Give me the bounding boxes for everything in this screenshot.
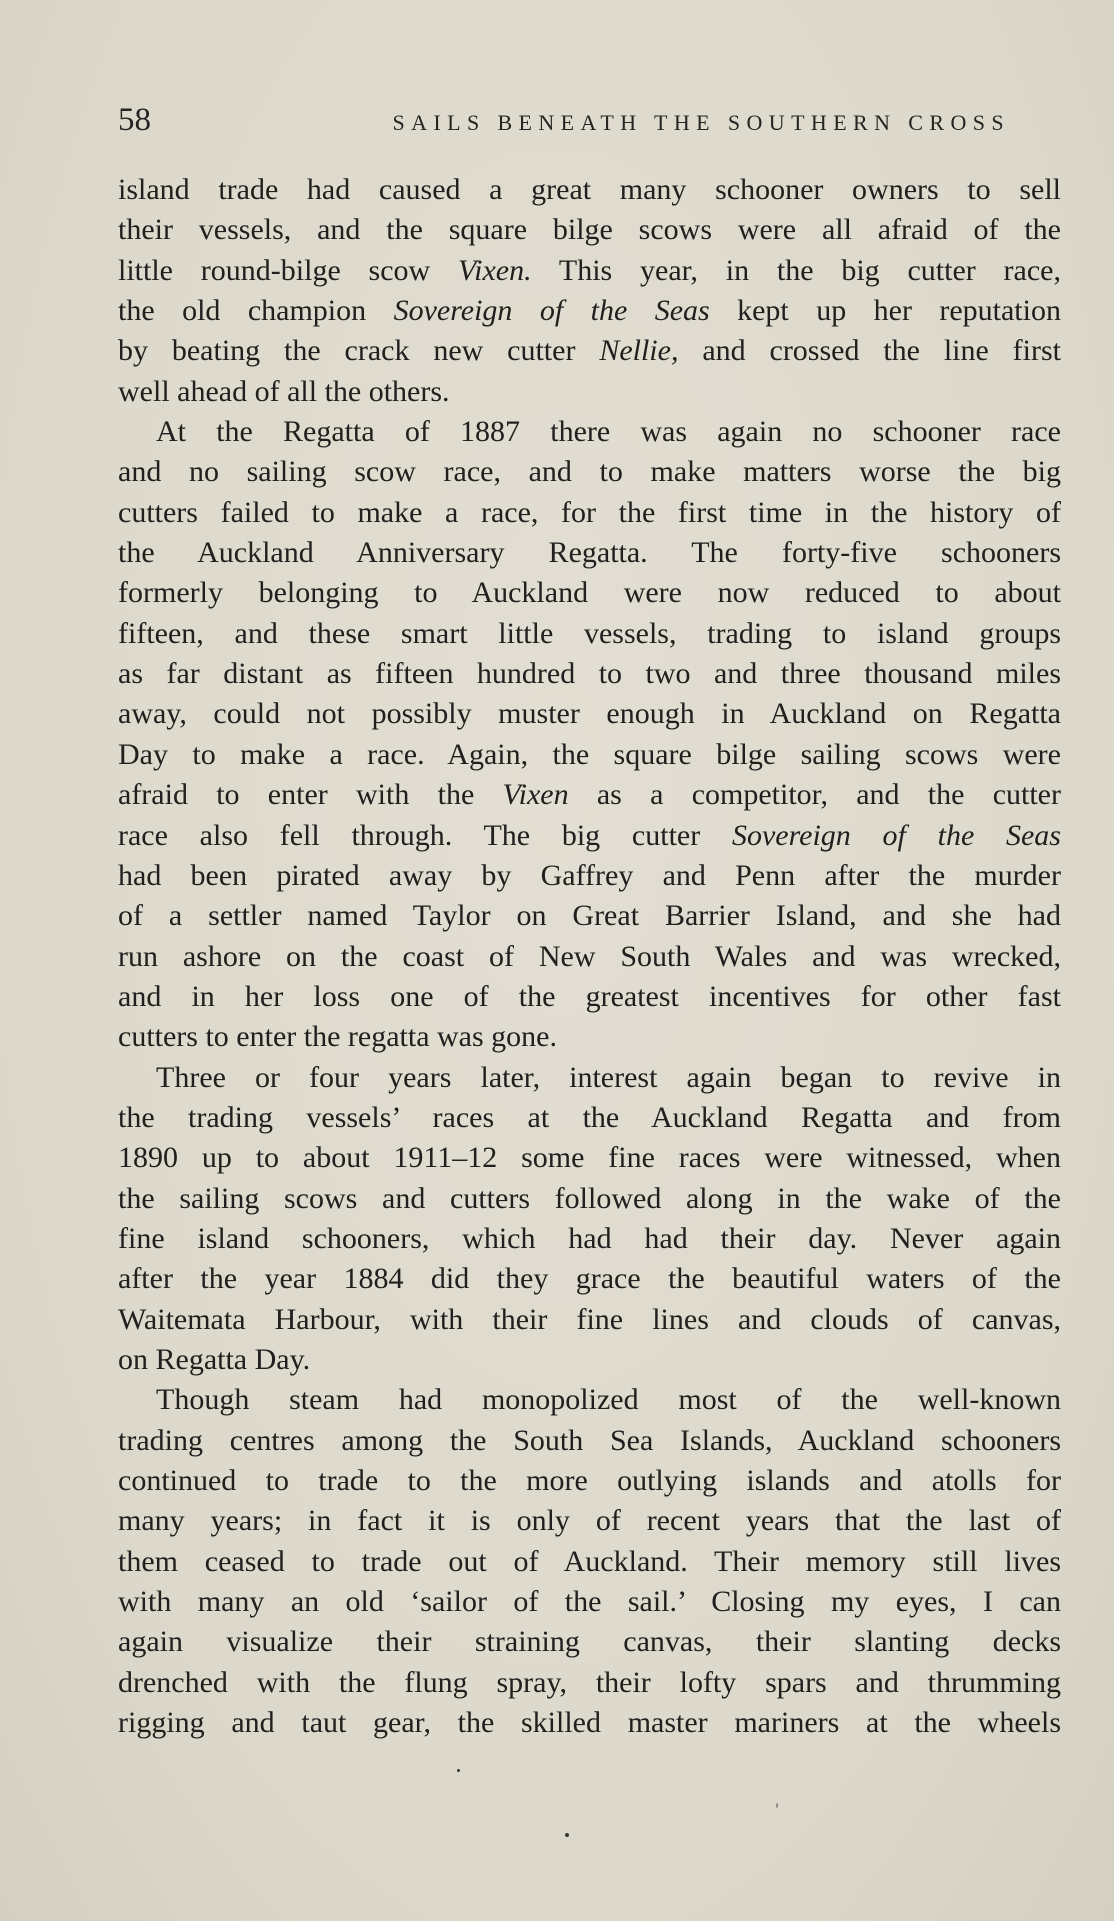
text-line: by beating the crack new cutter Nellie, and crossed the line first <box>118 334 1061 368</box>
text-line: the Auckland Anniversary Regatta. The forty-five schooners <box>118 536 1061 570</box>
paper-speck <box>457 1769 460 1772</box>
page-number: 58 <box>118 102 151 138</box>
text-line: run ashore on the coast of New South Wales and was wrecked, <box>118 939 1061 973</box>
text-line: cutters failed to make a race, for the first time in the history of <box>118 495 1061 529</box>
text-line: fifteen, and these smart little vessels, trading to island groups <box>118 616 1061 650</box>
text-line: Though steam had monopolized most of the well-known <box>156 1383 1061 1417</box>
text-line: fine island schooners, which had had their day. Never again <box>118 1221 1061 1255</box>
text-line: drenched with the flung spray, their lofty spars and thrumming <box>118 1665 1061 1699</box>
text-line: away, could not possibly muster enough in Auckland on Regatta <box>118 697 1061 731</box>
text-line: as far distant as fifteen hundred to two and three thousand miles <box>118 657 1061 691</box>
text-line: many years; in fact it is only of recent years that the last of <box>118 1504 1061 1538</box>
text-line: At the Regatta of 1887 there was again no schooner race <box>156 415 1061 449</box>
text-line: Three or four years later, interest again began to revive in <box>156 1060 1061 1094</box>
text-line: the old champion Sovereign of the Seas kept up her reputation <box>118 294 1061 328</box>
text-line: Day to make a race. Again, the square bilge sailing scows were <box>118 737 1061 771</box>
running-header <box>118 102 1010 146</box>
text-line: 1890 up to about 1911–12 some fine races were witnessed, when <box>118 1141 1061 1175</box>
text-line: their vessels, and the square bilge scows were all afraid of the <box>118 213 1061 247</box>
text-line: of a settler named Taylor on Great Barrier Island, and she had <box>118 899 1061 933</box>
text-line: cutters to enter the regatta was gone. <box>118 1020 557 1054</box>
text-line: the trading vessels’ races at the Auckland Regatta and from <box>118 1100 1061 1134</box>
text-line: trading centres among the South Sea Islands, Auckland schooners <box>118 1423 1061 1457</box>
text-line: them ceased to trade out of Auckland. Their memory still lives <box>118 1544 1061 1578</box>
text-line: after the year 1884 did they grace the beautiful waters of the <box>118 1262 1061 1296</box>
paper-speck <box>776 1803 778 1808</box>
text-line: on Regatta Day. <box>118 1342 311 1376</box>
text-line: continued to trade to the more outlying islands and atolls for <box>118 1464 1061 1497</box>
text-line: and in her loss one of the greatest incentives for other fast <box>118 979 1061 1013</box>
text-line: and no sailing scow race, and to make matters worse the big <box>118 455 1061 489</box>
text-line: had been pirated away by Gaffrey and Penn after the murder <box>118 858 1061 892</box>
text-line: formerly belonging to Auckland were now reduced to about <box>118 576 1061 610</box>
text-line: race also fell through. The big cutter Sovereign of the Seas <box>118 818 1061 852</box>
text-line: afraid to enter with the Vixen as a competitor, and the cutter <box>118 778 1061 812</box>
running-title: SAILS BENEATH THE SOUTHERN CROSS <box>392 110 1010 135</box>
text-line: the sailing scows and cutters followed along in the wake of the <box>118 1181 1061 1215</box>
text-line: little round-bilge scow Vixen. This year, in the big cutter race, <box>118 253 1061 287</box>
body-text <box>118 170 1061 1743</box>
paper-speck <box>565 1833 569 1837</box>
text-line: again visualize their straining canvas, their slanting decks <box>118 1625 1061 1659</box>
text-line: rigging and taut gear, the skilled master mariners at the wheels <box>118 1706 1061 1740</box>
text-line: with many an old ‘sailor of the sail.’ Closing my eyes, I can <box>118 1585 1061 1619</box>
text-line: well ahead of all the others. <box>118 374 450 408</box>
text-line: Waitemata Harbour, with their fine lines and clouds of canvas, <box>118 1302 1061 1336</box>
text-line: island trade had caused a great many schooner owners to sell <box>118 173 1061 206</box>
